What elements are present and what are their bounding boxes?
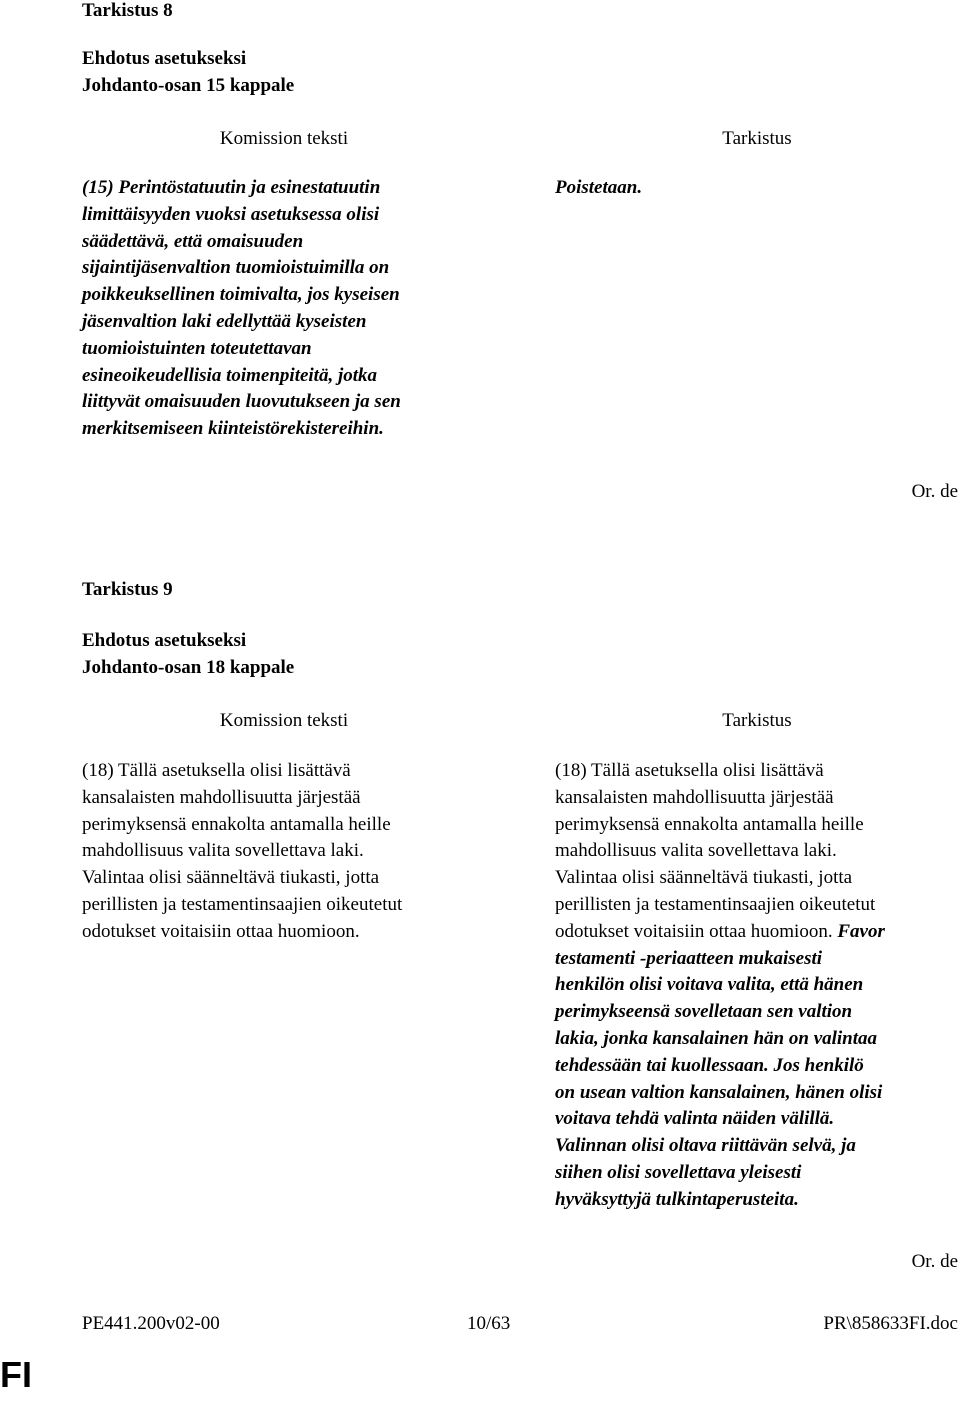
- text-line: poikkeuksellinen toimivalta, jos kyseisen: [82, 284, 400, 306]
- amendment-9-proposal: Ehdotus asetukseksi: [82, 630, 247, 651]
- amendment-9-commission-heading: Komission teksti: [219, 710, 349, 731]
- added-text-line: hyväksyttyjä tulkintaperusteita.: [555, 1188, 799, 1210]
- text-line: merkitsemiseen kiinteistörekistereihin.: [82, 418, 384, 440]
- text-line: (18) Tällä asetuksella olisi lisättävä: [82, 760, 351, 781]
- amendment-9-reference: Johdanto-osan 18 kappale: [82, 657, 295, 678]
- text-line: kansalaisten mahdollisuutta järjestää: [82, 786, 361, 808]
- text-segment: odotukset voitaisiin ottaa huomioon.: [555, 920, 838, 942]
- amendment-9-amendment-heading: Tarkistus: [722, 710, 792, 731]
- text-line: limittäisyyden vuoksi asetuksessa olisi: [82, 203, 380, 225]
- text-line: liittyvät omaisuuden luovutukseen ja sen: [82, 391, 401, 413]
- amendment-8-proposal: Ehdotus asetukseksi: [82, 48, 247, 69]
- amendment-8-amendment-heading: Tarkistus: [722, 128, 792, 149]
- text-line: Valintaa olisi säänneltävä tiukasti, jotta: [82, 867, 380, 889]
- amendment-8-commission-heading: Komission teksti: [219, 128, 349, 149]
- text-line: sijaintijäsenvaltion tuomioistuimilla on: [82, 257, 390, 279]
- text-line: mahdollisuus valita sovellettava laki.: [555, 840, 837, 862]
- added-text-line: Valinnan olisi oltava riittävän selvä, ja: [555, 1135, 856, 1157]
- added-text-line: lakia, jonka kansalainen hän on valintaa: [555, 1027, 878, 1049]
- footer-document-ref: PE441.200v02-00: [82, 1313, 220, 1334]
- amendment-8-reference: Johdanto-osan 15 kappale: [82, 75, 295, 96]
- added-text-line: henkilön olisi voitava valita, että hänen: [555, 974, 864, 996]
- amendment-8-original-language: Or. de: [911, 481, 958, 502]
- footer-file-name: PR\858633FI.doc: [823, 1313, 958, 1334]
- added-text-line: voitava tehdä valinta näiden välillä.: [555, 1108, 835, 1130]
- added-text-line: on usean valtion kansalainen, hänen olisi: [555, 1081, 883, 1103]
- text-line: mahdollisuus valita sovellettava laki.: [82, 840, 364, 862]
- added-text-line: siihen olisi sovellettava yleisesti: [555, 1161, 802, 1183]
- added-text-line: tehdessään tai kuollessaan. Jos henkilö: [555, 1054, 864, 1076]
- added-text-line: testamenti -periaatteen mukaisesti: [555, 947, 823, 969]
- text-line: perimyksensä ennakolta antamalla heille: [82, 813, 391, 835]
- text-line: (18) Tällä asetuksella olisi lisättävä: [555, 760, 824, 781]
- amendment-9-amended-text: [555, 758, 885, 1214]
- text-line: tuomioistuinten toteutettavan: [82, 337, 312, 359]
- amendment-9-title: Tarkistus 9: [82, 579, 173, 600]
- added-text-segment: Favor: [837, 920, 885, 942]
- text-line: kansalaisten mahdollisuutta järjestää: [555, 786, 834, 808]
- amendment-8-deleted-text: Poistetaan.: [555, 177, 643, 198]
- footer-page-number: 10/63: [467, 1313, 511, 1334]
- added-text-line: perimykseensä sovelletaan sen valtion: [555, 1001, 853, 1023]
- text-line-mixed: [555, 919, 885, 946]
- text-line: perillisten ja testamentinsaajien oikeutetut: [82, 893, 403, 915]
- amendment-8-title: Tarkistus 8: [82, 0, 173, 21]
- footer-language-code: FI: [0, 1354, 32, 1395]
- amendment-8-commission-text: [82, 175, 401, 443]
- amendment-9-original-language: Or. de: [911, 1251, 958, 1272]
- text-line: jäsenvaltion laki edellyttää kyseisten: [82, 310, 367, 332]
- text-line: Valintaa olisi säänneltävä tiukasti, jotta: [555, 867, 853, 889]
- text-line: odotukset voitaisiin ottaa huomioon.: [82, 920, 360, 942]
- amendment-9-commission-text: [82, 758, 402, 946]
- text-line: perimyksensä ennakolta antamalla heille: [555, 813, 864, 835]
- text-line: säädettävä, että omaisuuden: [82, 230, 304, 252]
- text-line: esineoikeudellisia toimenpiteitä, jotka: [82, 364, 378, 386]
- text-line: perillisten ja testamentinsaajien oikeutetut: [555, 893, 876, 915]
- text-line: (15) Perintöstatuutin ja esinestatuutin: [82, 177, 381, 198]
